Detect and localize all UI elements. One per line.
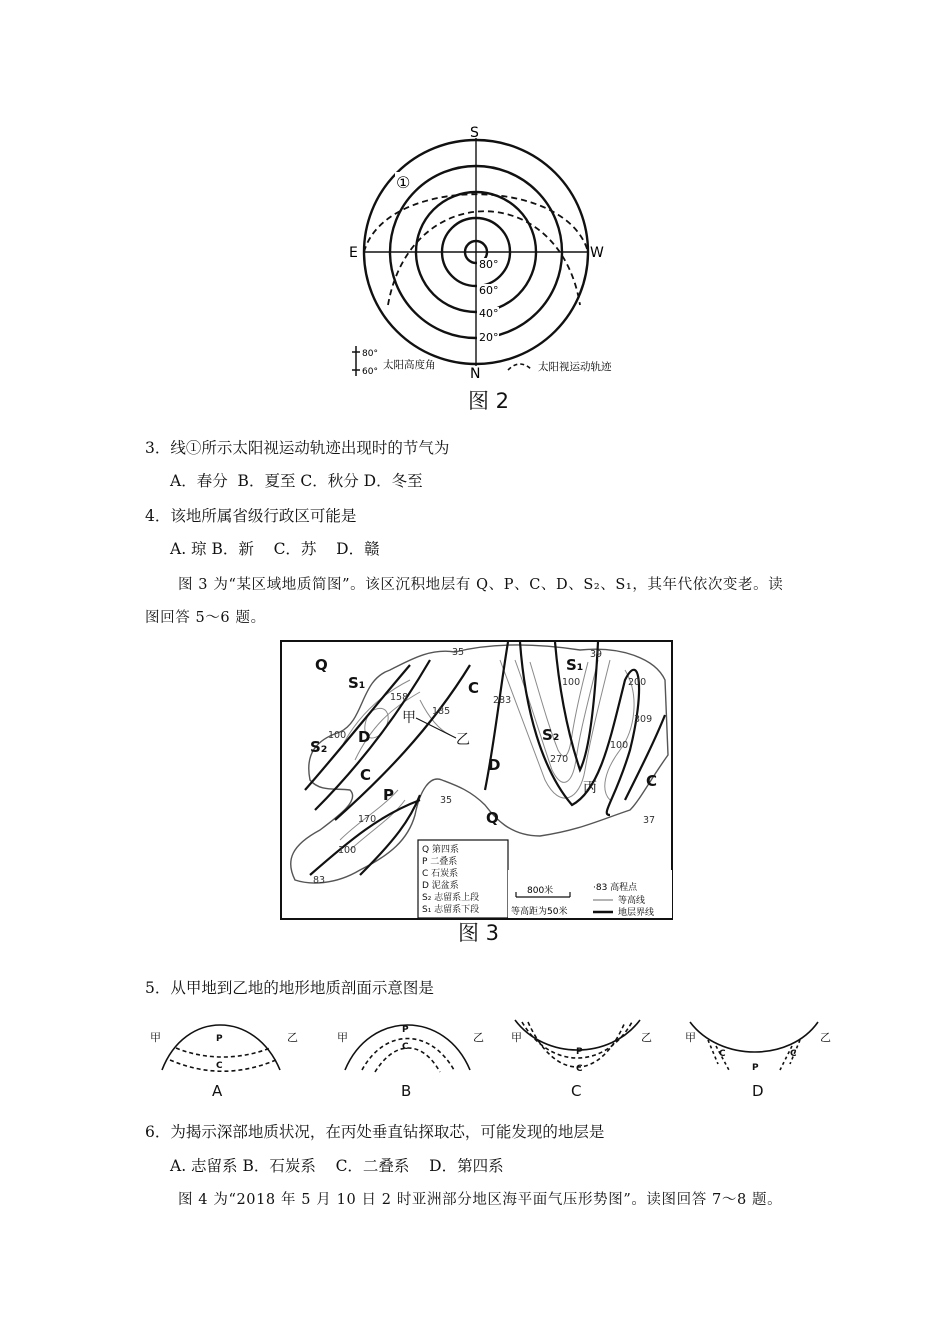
label-S1-west: S₁ <box>348 674 366 692</box>
label-C-west: C <box>360 766 372 784</box>
legend-path-text: 太阳视运动轨迹 <box>538 361 612 373</box>
elev-83: 83 <box>313 875 326 886</box>
legend-dashed-arc-icon <box>508 364 532 370</box>
scale-label: 800米 <box>527 886 554 896</box>
profile-c-left: 甲 <box>511 1031 522 1044</box>
legend-C: C 石炭系 <box>422 869 459 879</box>
label-C-east: C <box>646 772 658 790</box>
profile-a-c: C <box>216 1061 223 1071</box>
profile-b-left: 甲 <box>337 1031 348 1044</box>
figure-2-sun-path-diagram <box>340 120 630 380</box>
elev-158: 158 <box>390 692 409 703</box>
contour-100-far-east: 100 <box>610 740 629 751</box>
profile-d-left: 甲 <box>685 1031 696 1044</box>
south-label: S <box>470 125 479 141</box>
question-4-stem: 4．该地所属省级行政区可能是 <box>145 507 357 525</box>
place-jia: 甲 <box>402 710 416 726</box>
profile-d-label: D <box>752 1082 764 1100</box>
question-4-options: A. 琼 B．新 C．苏 D．赣 <box>170 540 380 558</box>
profile-b-c: C <box>402 1042 409 1052</box>
profile-d-p: P <box>752 1063 759 1073</box>
contour-100-east: 100 <box>562 677 581 688</box>
elev-185: 185 <box>432 706 451 717</box>
label-S1-east: S₁ <box>566 656 584 674</box>
legend-altitude-text: 太阳高度角 <box>383 359 436 371</box>
north-label: N <box>470 366 481 380</box>
legend-P: P 二叠系 <box>422 857 458 867</box>
label-Q-north: Q <box>315 656 328 674</box>
legend-contour: 等高线 <box>618 896 646 906</box>
elev-35-south: 35 <box>440 795 453 806</box>
elev-309: 309 <box>634 714 653 725</box>
legend-S1: S₁ 志留系下段 <box>422 905 480 915</box>
label-S2-west: S₂ <box>310 738 328 756</box>
profile-c-label: C <box>571 1082 582 1100</box>
figure-4-intro: 图 4 为“2018 年 5 月 10 日 2 时亚洲部分地区海平面气压形势图”。读图回答 7～8 题。 <box>178 1192 783 1208</box>
label-C-north: C <box>468 679 480 697</box>
profile-b-p: P <box>402 1025 409 1035</box>
label-Q-south: Q <box>486 809 499 827</box>
contour-interval: 等高距为50米 <box>511 907 568 917</box>
profile-a-layer-2 <box>170 1060 276 1071</box>
figure-3-caption: 图 3 <box>458 921 500 945</box>
label-D-east: D <box>488 756 501 774</box>
contour-100-south: 100 <box>338 845 357 856</box>
legend-80-label: 80° <box>362 349 378 359</box>
altitude-legend-icon <box>352 346 360 376</box>
legend-Q: Q 第四系 <box>422 845 459 855</box>
profile-b-label: B <box>401 1082 412 1100</box>
profile-a-left: 甲 <box>150 1031 161 1044</box>
label-S2-east: S₂ <box>542 726 560 744</box>
alt-80-label: 80° <box>479 258 499 271</box>
profile-b-right: 乙 <box>473 1031 484 1044</box>
east-label: E <box>349 245 358 261</box>
profile-d-c-right: C <box>790 1049 797 1059</box>
figure-3-intro-line2: 图回答 5～6 题。 <box>145 610 266 626</box>
legend-D: D 泥盆系 <box>422 881 459 891</box>
profile-d-surface <box>690 1022 818 1052</box>
profile-d-c-left: C <box>719 1049 726 1059</box>
figure-3-intro-line1: 图 3 为“某区域地质简图”。该区沉积地层有 Q、P、C、D、S₂、S₁，其年代依次变老。读 <box>178 577 784 593</box>
contour-100-west: 100 <box>328 730 347 741</box>
figure-2-caption: 图 2 <box>468 389 510 413</box>
elev-39: 39 <box>590 649 603 660</box>
legend-elevation-point: ·83 高程点 <box>593 883 638 893</box>
question-6-options: A. 志留系 B．石炭系 C．二叠系 D．第四系 <box>170 1157 504 1175</box>
label-D-west: D <box>358 728 371 746</box>
contour-200: 200 <box>628 677 647 688</box>
elev-35-north: 35 <box>452 647 465 658</box>
label-P: P <box>383 786 394 804</box>
alt-40-label: 40° <box>479 307 499 320</box>
profile-d-right: 乙 <box>820 1031 831 1044</box>
place-yi: 乙 <box>456 732 470 748</box>
profile-c-layer-2 <box>528 1022 625 1067</box>
question-5-profiles <box>140 1010 840 1100</box>
elev-170: 170 <box>358 814 377 825</box>
question-5-stem: 5．从甲地到乙地的地形地质剖面示意图是 <box>145 979 434 997</box>
legend-60-label: 60° <box>362 367 378 377</box>
alt-60-label: 60° <box>479 284 499 297</box>
profile-a-right: 乙 <box>287 1031 298 1044</box>
elev-270: 270 <box>550 754 569 765</box>
profile-a-label: A <box>212 1082 223 1100</box>
legend-boundary: 地层界线 <box>618 908 655 918</box>
profile-a-layer-1 <box>176 1048 270 1057</box>
legend-S2: S₂ 志留系上段 <box>422 893 480 903</box>
profile-c-p: P <box>576 1047 583 1057</box>
figure-3-geologic-map <box>280 640 673 920</box>
place-bing: 丙 <box>583 780 597 796</box>
profile-c-c: C <box>576 1064 583 1074</box>
west-label: W <box>590 245 604 261</box>
alt-20-label: 20° <box>479 331 499 344</box>
elev-283: 283 <box>493 695 512 706</box>
path-1-marker: ① <box>396 173 411 192</box>
question-3-stem: 3．线①所示太阳视运动轨迹出现时的节气为 <box>145 439 450 457</box>
question-3-options: A．春分 B．夏至 C．秋分 D．冬至 <box>170 472 423 490</box>
elev-37: 37 <box>643 815 656 826</box>
profile-c-right: 乙 <box>641 1031 652 1044</box>
profile-a-p: P <box>216 1034 223 1044</box>
question-6-stem: 6．为揭示深部地质状况，在丙处垂直钻探取芯，可能发现的地层是 <box>145 1123 605 1141</box>
